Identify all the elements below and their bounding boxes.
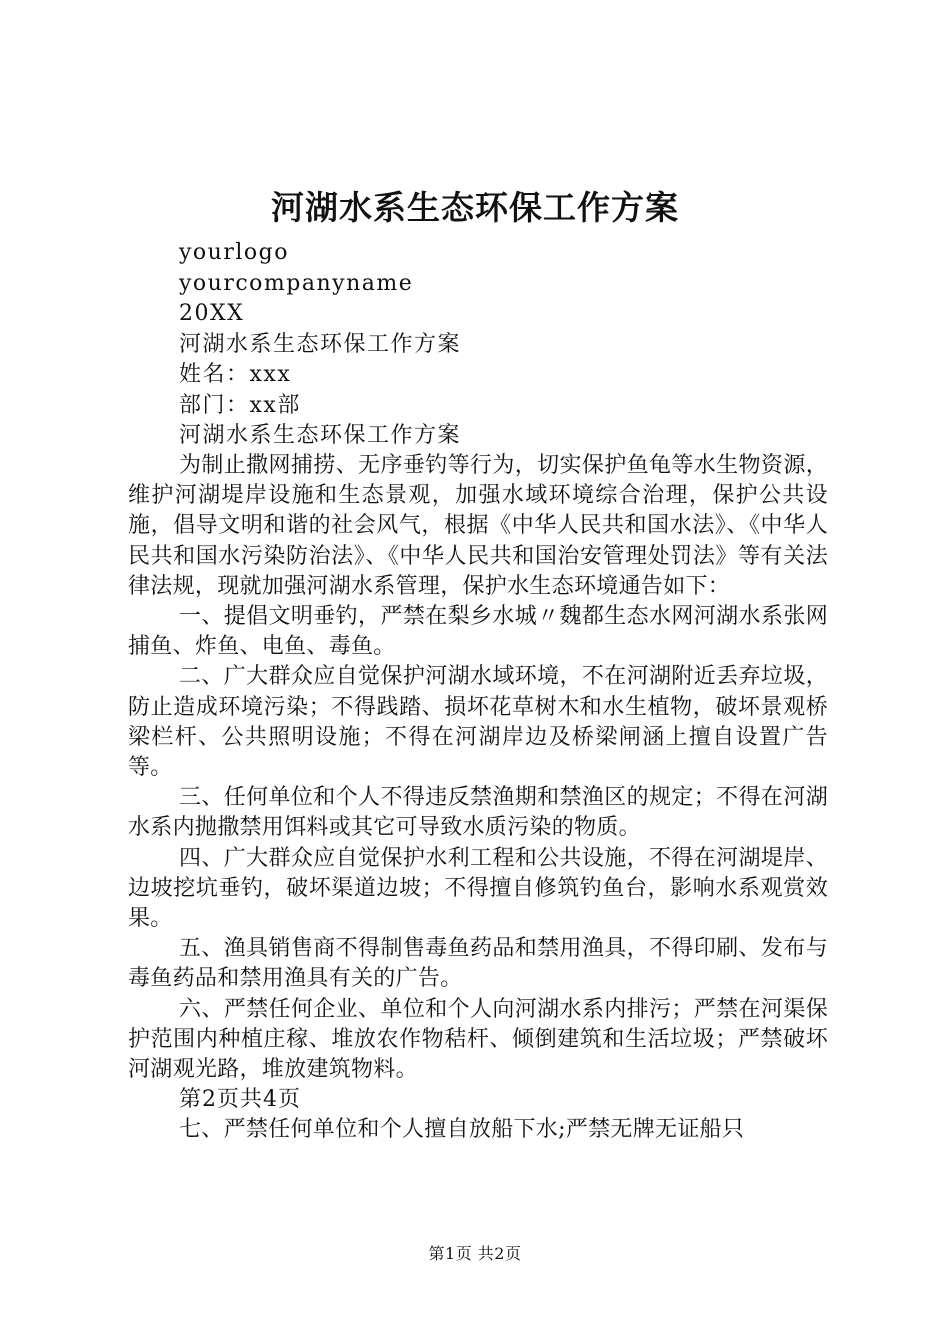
document-header-block [179,238,859,452]
paragraph-item-3: 三、任何单位和个人不得违反禁渔期和禁渔区的规定；不得在河湖水系内抛撒禁用饵料或其它可导致水质污染的物质。 [128,785,828,841]
subtitle-text: 河湖水系生态环保工作方案 [179,331,462,357]
paragraph-item-6: 六、严禁任何企业、单位和个人向河湖水系内排污；严禁在河渠保护范围内种植庄稼、堆放农作物秸杆、倾倒建筑和生活垃圾；严禁破坏河湖观光路，堆放建筑物料。 [128,996,828,1083]
page-footer: 第1页 共2页 [428,1244,522,1263]
document-title: 河湖水系生态环保工作方案 [271,188,679,227]
company-name-text: yourcompanyname [179,270,414,296]
inner-page-marker: 第2页共4页 [179,1087,301,1113]
department-text: 部门：xx部 [179,392,301,418]
logo-placeholder-text: yourlogo [179,240,289,265]
paragraph-item-2: 二、广大群众应自觉保护河湖水域环境，不在河湖附近丢弃垃圾，防止造成环境污染；不得践踏、损坏花草树木和水生植物，破坏景观桥梁栏杆、公共照明设施；不得在河湖岸边及桥梁闸涵上擅自设置广告等。 [128,664,828,781]
author-name-text: 姓名：xxx [179,362,292,387]
paragraph-item-4: 四、广大群众应自觉保护水利工程和公共设施，不得在河湖堤岸、边坡挖坑垂钓，破坏渠道边坡；不得擅自修筑钓鱼台，影响水系观赏效果。 [128,845,828,932]
section-heading: 河湖水系生态环保工作方案 [179,423,462,448]
paragraph-item-1: 一、提倡文明垂钓，严禁在梨乡水城〃魏都生态水网河湖水系张网捕鱼、炸鱼、电鱼、毒鱼。 [128,604,828,660]
year-text: 20XX [179,301,245,326]
paragraph-intro: 为制止撒网捕捞、无序垂钓等行为，切实保护鱼龟等水生物资源，维护河湖堤岸设施和生态景观，加强水域环境综合治理，保护公共设施，倡导文明和谐的社会风气，根据《中华人民共和国水法》、《中华人民共和国水污染防治法》、《中华人民共和国治安管理处罚法》等有关法律法规，现就加强河湖水系管理，保护水生态环境通告如下： [128,453,828,599]
paragraph-item-5: 五、渔具销售商不得制售毒鱼药品和禁用渔具，不得印刷、发布与毒鱼药品和禁用渔具有关的广告。 [128,936,828,992]
paragraph-item-7: 七、严禁任何单位和个人擅自放船下水;严禁无牌无证船只 [179,1117,745,1143]
document-body [128,451,828,1146]
